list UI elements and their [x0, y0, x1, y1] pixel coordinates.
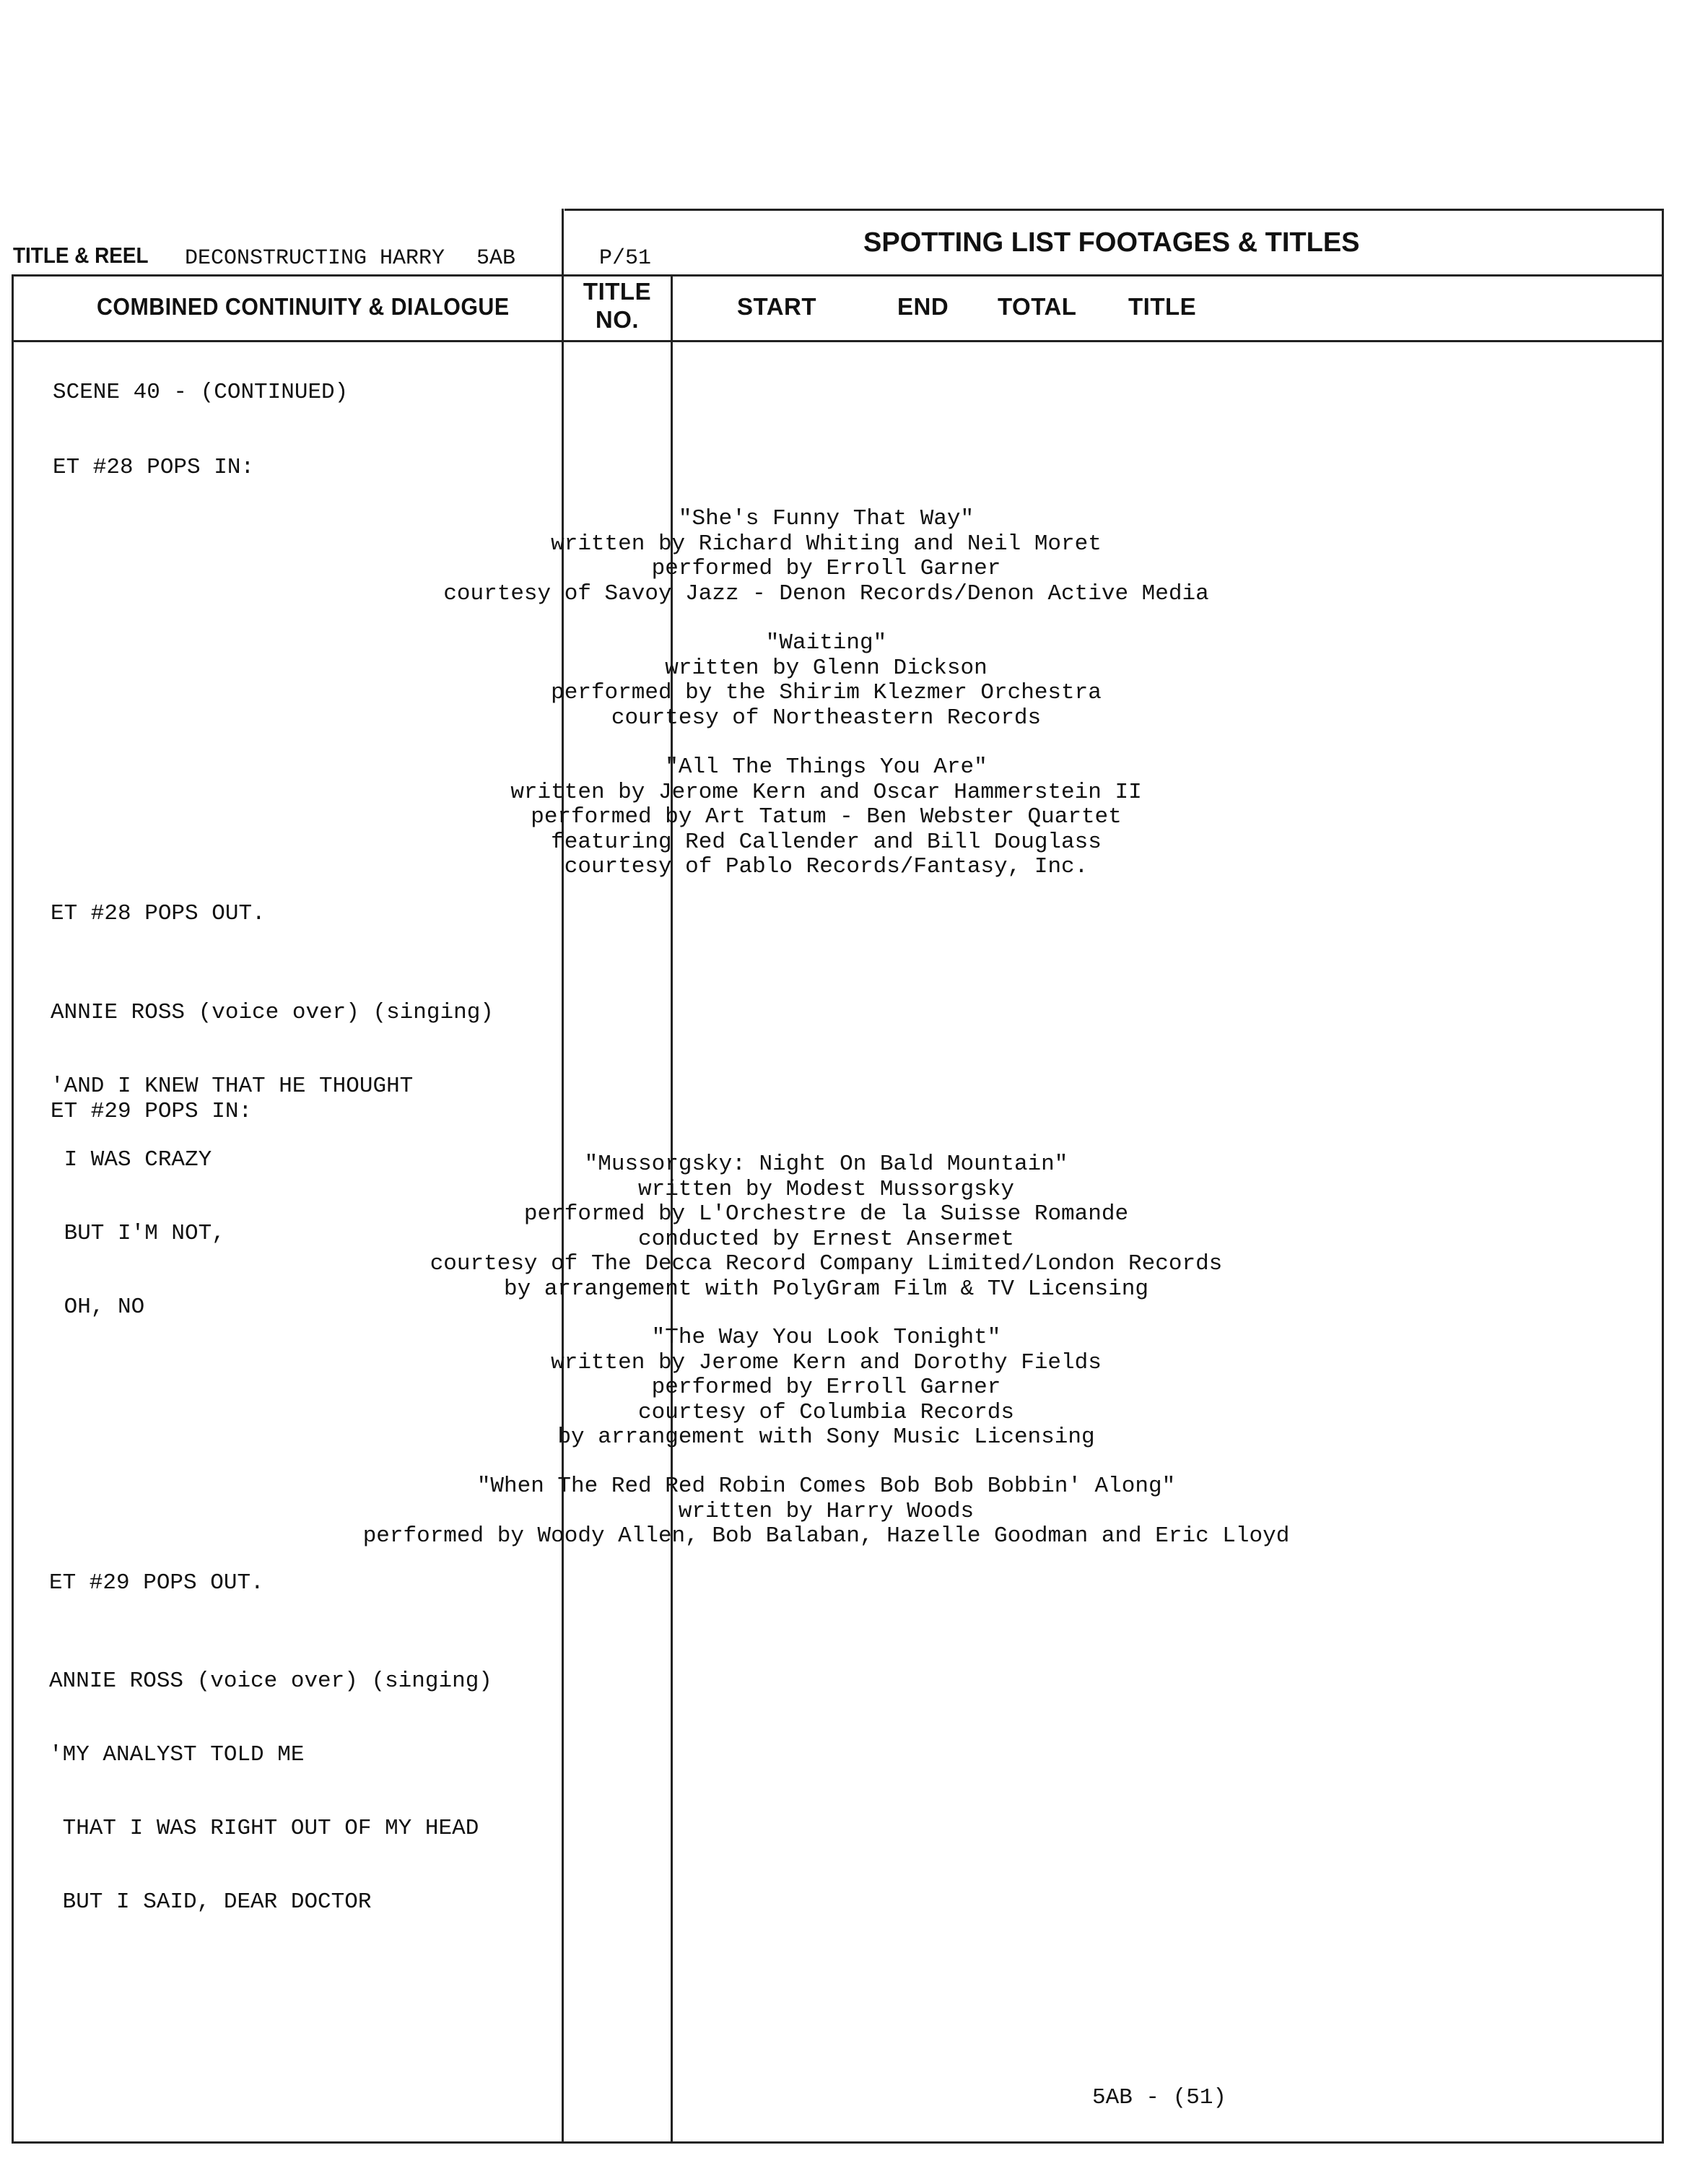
lyric-line: THAT I WAS RIGHT OUT OF MY HEAD: [49, 1816, 479, 1841]
credit-line: performed by Art Tatum - Ben Webster Quartet: [531, 804, 1122, 830]
et28-pops-in: ET #28 POPS IN:: [53, 455, 255, 480]
credit-line: performed by Erroll Garner: [651, 1375, 1001, 1400]
lyric-line: OH, NO: [51, 1295, 145, 1320]
scene-heading: SCENE 40 - (CONTINUED): [53, 380, 349, 405]
credit-line: performed by the Shirim Klezmer Orchestra: [551, 680, 1102, 705]
credit-line: written by Jerome Kern and Oscar Hammerstein II: [510, 779, 1142, 805]
credit-line: featuring Red Callender and Bill Douglass: [551, 829, 1102, 855]
spotting-list-title: SPOTTING LIST FOOTAGES & TITLES: [863, 227, 1360, 258]
col-header-title-no-line2: NO.: [595, 306, 640, 333]
lyric-line: 'MY ANALYST TOLD ME: [49, 1742, 305, 1767]
header-bottom-rule: [12, 340, 1664, 342]
lyric-block-2: [49, 1620, 492, 1939]
lyric-line: BUT I SAID, DEAR DOCTOR: [49, 1889, 372, 1915]
credit-line: performed by Woody Allen, Bob Balaban, Hazelle Goodman and Eric Lloyd: [362, 1523, 1290, 1549]
credit-line: "When The Red Red Robin Comes Bob Bob Bobbin' Along": [476, 1474, 1176, 1499]
col-header-title-no-line1: TITLE: [583, 278, 652, 305]
credit-line: written by Glenn Dickson: [665, 655, 988, 681]
credit-line: written by Harry Woods: [678, 1498, 975, 1524]
et29-pops-in: ET #29 POPS IN:: [51, 1099, 253, 1124]
credit-line: "Waiting": [765, 630, 887, 656]
credit-line: written by Modest Mussorgsky: [638, 1176, 1014, 1202]
credit-line: courtesy of Savoy Jazz - Denon Records/Denon Active Media: [443, 580, 1209, 606]
credit-line: written by Richard Whiting and Neil Moret: [551, 531, 1102, 557]
credit-line: performed by Erroll Garner: [651, 556, 1001, 581]
et29-pops-out: ET #29 POPS OUT.: [49, 1570, 264, 1596]
page-footer-ref: 5AB - (51): [1092, 2085, 1227, 2110]
credit-line: "All The Things You Are": [665, 754, 988, 780]
et28-pops-out: ET #28 POPS OUT.: [51, 901, 266, 926]
title-reel-label: TITLE & REEL: [13, 243, 149, 268]
credit-line: performed by L'Orchestre de la Suisse Romande: [523, 1201, 1129, 1227]
credit-line: courtesy of Columbia Records: [638, 1399, 1014, 1425]
credit-block-6: [0, 1474, 1670, 1549]
credit-block-4: [0, 1152, 1670, 1302]
lyric-line: ANNIE ROSS (voice over) (singing): [51, 1000, 494, 1025]
lyric-line: BUT I'M NOT,: [51, 1221, 225, 1246]
col-header-title: TITLE: [1128, 293, 1197, 320]
reel-number: 5AB: [476, 246, 516, 271]
col-header-total: TOTAL: [998, 293, 1077, 320]
credit-block-5: [0, 1326, 1670, 1450]
lyric-line: I WAS CRAZY: [51, 1147, 212, 1173]
film-title: DECONSTRUCTING HARRY: [185, 246, 445, 271]
credit-line: courtesy of Pablo Records/Fantasy, Inc.: [564, 854, 1089, 879]
credit-line: written by Jerome Kern and Dorothy Fields: [551, 1349, 1102, 1375]
bottom-rule: [12, 2141, 1662, 2144]
credit-block-1: [0, 507, 1670, 606]
page-number: P/51: [599, 246, 652, 271]
credit-line: "Mussorgsky: Night On Bald Mountain": [584, 1152, 1068, 1177]
credit-line: "She's Funny That Way": [678, 506, 975, 531]
col-header-start: START: [737, 293, 817, 320]
credit-line: conducted by Ernest Ansermet: [638, 1226, 1014, 1252]
col-header-end: END: [897, 293, 949, 320]
credit-block-3: [0, 755, 1670, 880]
credit-line: "The Way You Look Tonight": [651, 1325, 1001, 1350]
header-top-rule: [12, 274, 1664, 277]
credit-line: by arrangement with Sony Music Licensing: [557, 1424, 1095, 1450]
credit-line: by arrangement with PolyGram Film & TV Licensing: [504, 1276, 1148, 1302]
spotting-box-top: [564, 209, 1664, 211]
col-header-title-no: [564, 277, 671, 334]
col-header-continuity: COMBINED CONTINUITY & DIALOGUE: [97, 293, 510, 320]
lyric-line: ANNIE ROSS (voice over) (singing): [49, 1669, 492, 1694]
credit-line: courtesy of Northeastern Records: [611, 705, 1042, 731]
lyric-line: 'AND I KNEW THAT HE THOUGHT: [51, 1074, 414, 1099]
credit-block-2: [0, 631, 1670, 731]
credit-line: courtesy of The Decca Record Company Limited/London Records: [430, 1251, 1223, 1276]
